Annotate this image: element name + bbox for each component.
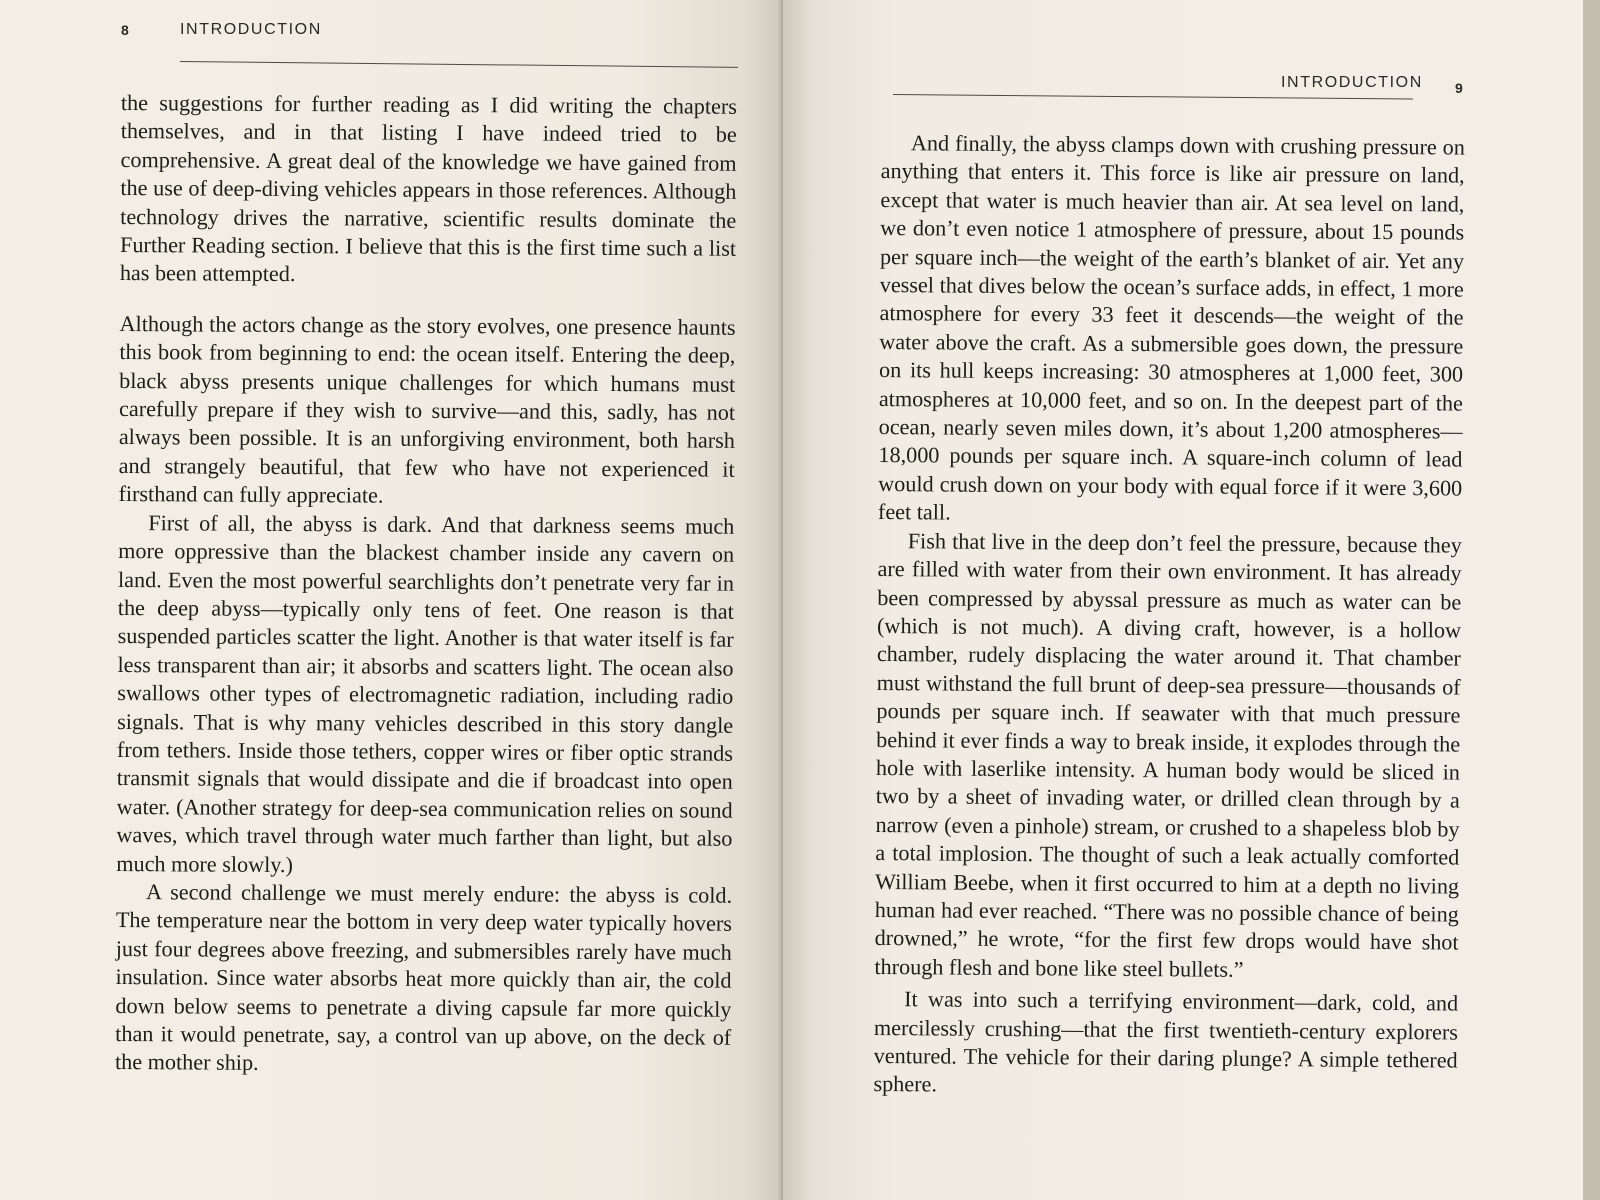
paragraph: Fish that live in the deep don’t feel the pressure, because they are filled with water from their own environment. It has already been compressed by abyssal pressure as much as water can be (which is not much). A diving craft, however, is a hollow chamber, rudely displacing the water around it. That chamber must withstand the full brunt of deep-sea pressure—thousands of pounds per square inch. If seawater with that much pressure behind it ever finds a way to break inside, it explodes through the hole with laserlike intensity. A human body would be sliced in two by a sheet of invading water, or drilled clean through by a narrow (even a pinhole) stream, or crushed to a shapeless blob by a total implosion. The thought of such a leak actually comforted William Beebe, when it first occurred to him at a depth no living human had ever reached. “There was no possible chance of being drowned,” he wrote, “for the first few drops would have shot through flesh and bone like steel bullets.”: [874, 527, 1462, 982]
paragraph: the suggestions for further reading as I did writing the chapters themselves, and in that listing I have indeed tried to be comprehensive. A great deal of the knowledge we have gained from the use of deep-diving vehicles appears in those references. Although technology drives the narrative, scientific results dominate the Further Reading section. I believe that this is the first time such a list has been attempted.: [119, 89, 737, 287]
right-body-text: [873, 129, 1465, 1103]
paragraph: And finally, the abyss clamps down with crushing pressure on anything that enters it. This force is like air pressure on land, except that water is much heavier than air. At sea level on land, we don’t even notice 1 atmosphere of pressure, about 15 pounds per square inch—the weight of the earth’s blanket of air. Yet any vessel that dives below the ocean’s surface adds, in effect, 1 more atmosphere for every 33 feet it descends—the weight of the water above the craft. As a submersible goes down, the pressure on its hull keeps increasing: 30 atmospheres at 1,000 feet, 300 atmospheres at 10,000 feet, and so on. In the deepest part of the ocean, nearly seven miles down, it’s about 1,200 atmospheres—18,000 pounds per square inch. A square-inch column of lead would crush down on your body with equal force if it were 3,600 feet tall.: [877, 130, 1465, 525]
left-running-head: INTRODUCTION: [180, 21, 322, 38]
left-page: [0, 0, 783, 1200]
page-edge: [1583, 0, 1600, 1200]
paragraph: Although the actors change as the story evolves, one presence haunts this book from beginning to end: the ocean itself. Entering the deep, black abyss presents unique challenges for which humans must carefully prepare if they wish to survive—and this, sadly, has not always been possible. It is an unforgiving environment, both harsh and strangely beautiful, that few who have not experienced it firsthand can fully appreciate.: [118, 310, 736, 508]
left-header-rule: [180, 61, 738, 68]
paragraph: First of all, the abyss is dark. And that darkness seems much more oppressive than the blackest chamber inside any cavern on land. Even the most powerful searchlights don’t penetrate very far in the deep abyss—typically only tens of feet. One reason is that suspended particles scatter the light. Another is that water itself is far less transparent than air; it absorbs and scatters light. The ocean also swallows other types of electromagnetic radiation, including radio signals. That is why many vehicles described in this story dangle from tethers. Inside those tethers, copper wires or fiber optic strands transmit signals that would dissipate and die if broadcast into open water. (Another strategy for deep-sea communication relies on sound waves, which travel through water much farther than light, but also much more slowly.): [116, 509, 735, 877]
right-running-head: INTRODUCTION: [1281, 74, 1423, 91]
paragraph: It was into such a terrifying environment—dark, cold, and mercilessly crushing—that the first twentieth-century explorers ventured. The vehicle for their daring plunge? A simple tethered sphere.: [873, 986, 1459, 1097]
left-body-text: [115, 89, 737, 1081]
right-page-number: 9: [1455, 80, 1463, 96]
paragraph: A second challenge we must merely endure: the abyss is cold. The temperature near the bottom in very deep water typically hovers just four degrees above freezing, and submersibles rarely have much insulation. Since water absorbs heat more quickly than air, the cold down below seems to penetrate a diving capsule far more quickly than it would penetrate, say, a control van up above, on the deck of the mother ship.: [114, 879, 733, 1076]
right-page: [783, 0, 1583, 1200]
left-page-number: 8: [121, 22, 129, 38]
right-header-rule: [893, 94, 1413, 100]
